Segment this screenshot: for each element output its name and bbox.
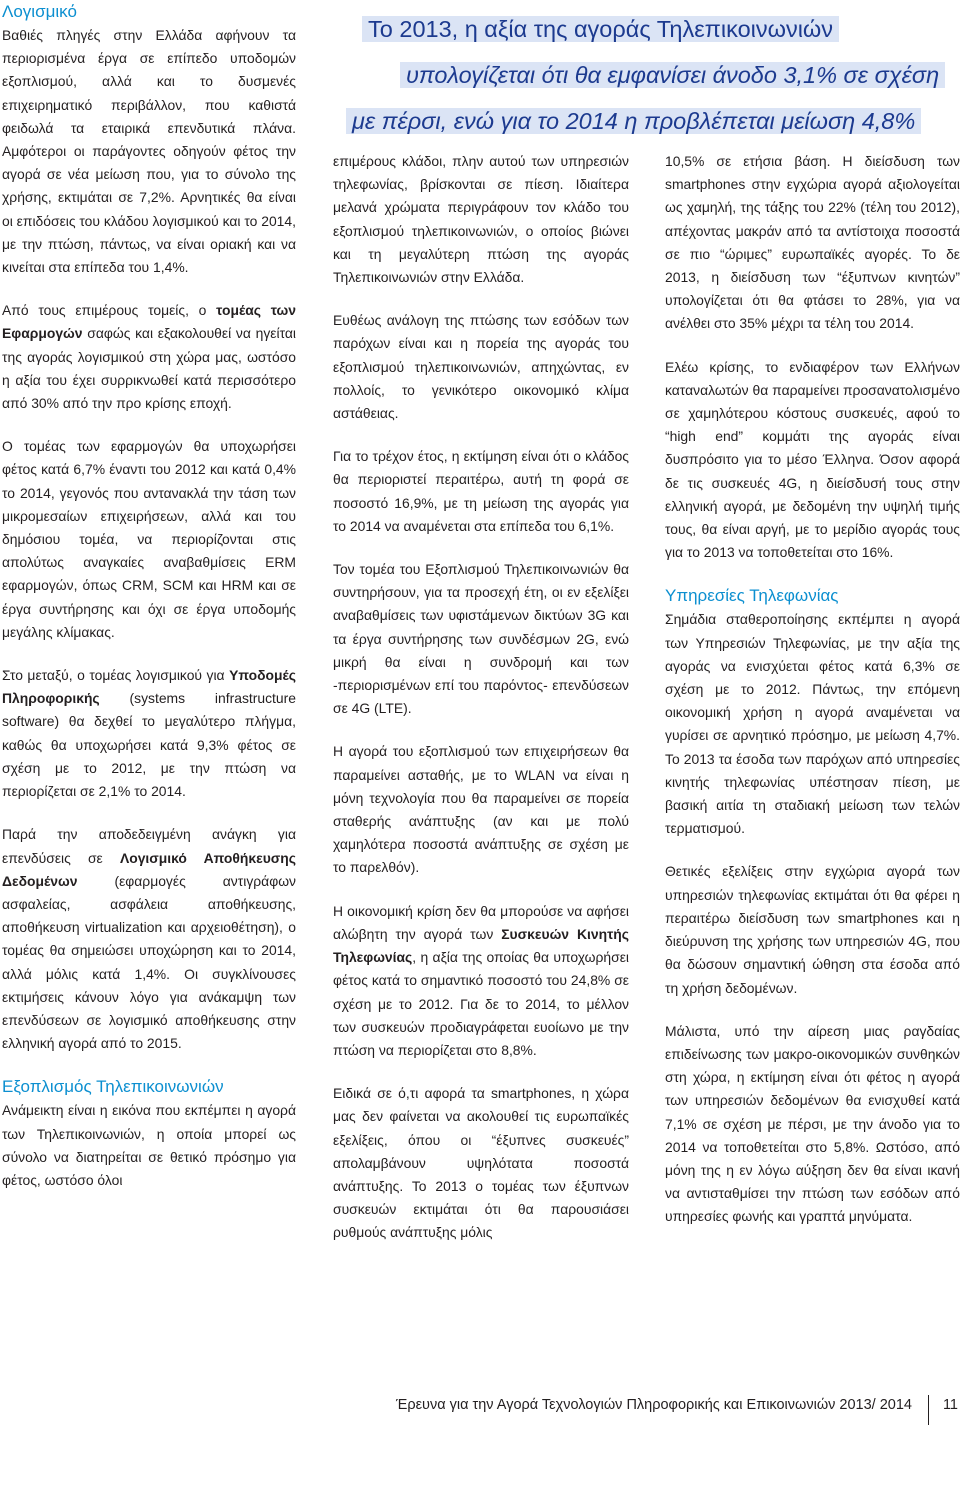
footer-title: Έρευνα για την Αγορά Τεχνολογιών Πληροφορικής και Επικοινωνιών 2013/ 2014 [395, 1397, 912, 1413]
headline-line-1: Το 2013, η αξία της αγοράς Τηλεπικοινωνιών [362, 6, 960, 52]
paragraph: Σημάδια σταθεροποίησης εκπέμπει η αγορά των Υπηρεσιών Τηλεφωνίας, με την αξία της αγοράς να ενισχύεται φέτος κατά 6,3% σε σχέση με το 2012. Πάντως, την επόμενη οικονομική χρήση η αγορά αναμένεται να γυρίσει σε αρνητικό πρόσημο, με μείωση 4,7%. Το 2013 τα έσοδα των παρόχων από υπηρεσίες κινητής τηλεφωνίας υπέστησαν πίεση, με βασική αιτία τη σταδιακή μείωση των τελών τερματισμού. [665, 611, 960, 837]
emphasis: Συσκευών Κινητής Τηλεφωνίας [333, 925, 629, 966]
headline-line-2: υπολογίζεται ότι θα εμφανίσει άνοδο 3,1% σε σχέση [400, 52, 960, 98]
text-column-2 [333, 150, 629, 1265]
paragraph: Ευθέως ανάλογη της πτώσης των εσόδων των παρόχων είναι και η πορεία της αγοράς του εξοπλισμού τηλεπικοινωνιών, απηχώντας, εν πολλοίς, το γενικότερο οικονομικό κλίμα αστάθειας. [333, 312, 629, 422]
paragraph: Βαθιές πληγές στην Ελλάδα αφήνουν τα περιορισμένα έργα σε επίπεδο υποδομών εξοπλισμού, αλλά και το δυσμενές επιχειρηματικό περιβάλλον, που καθιστά φειδωλά τα εταιρικά επενδυτικά πλάνα. Αμφότεροι οι παράγοντες οδηγούν φέτος την αγορά σε νέα μείωση που, για το σύνολο της χρήσης, εκτιμάται σε 7,2%. Αρνητικές θα είναι οι επιδόσεις του κλάδου λογισμικού και το 2014, με την πτώση, πάντως, να είναι οριακή και να κινείται στα επίπεδα του 1,4%. [2, 27, 296, 276]
page-footer [0, 1395, 960, 1435]
paragraph: Παρά την αποδεδειγμένη ανάγκη για επενδύσεις σε Λογισμικό Αποθήκευσης Δεδομένων (εφαρμογές αντιγράφων ασφαλείας, ασφάλεια αποθήκευσης, αποθήκευση virtualization και αρχειοθέτηση), ο τομέας θα σημειώσει υποχώρηση και το 2014, αλλά μόλις κατά 1,4%. Οι συγκλίνουσες εκτιμήσεις κάνουν λόγο για ανάκαμψη των επενδύσεων σε λογισμικό αποθήκευσης στην ελληνική αγορά από το 2015. [2, 826, 296, 1052]
section-heading-software: Λογισμικό [2, 2, 77, 21]
paragraph: 10,5% σε ετήσια βάση. Η διείσδυση των smartphones στην εγχώρια αγορά αξιολογείται ως χαμηλή, της τάξης του 22% (τέλη του 2012), απέχοντας μακράν από τα αντίστοιχα ποσοστά σε πιο “ώριμες” ευρωπαϊκές αγορές. Το δε 2013, η διείσδυση των “έξυπνων κινητών” υπολογίζεται ότι θα φτάσει το 28%, για να ανέλθει στο 35% μέχρι τα τέλη του 2014. [665, 153, 960, 332]
headline-box [340, 6, 960, 144]
paragraph: Από τους επιμέρους τομείς, ο τομέας των Εφαρμογών σαφώς και εξακολουθεί να ηγείται της αγοράς λογισμικού στη χώρα μας, ωστόσο η αξία του έχει συρρικνωθεί κατά περισσότερο από 30% από την προ κρίσης εποχή. [2, 302, 296, 412]
paragraph: επιμέρους κλάδοι, πλην αυτού των υπηρεσιών τηλεφωνίας, βρίσκονται σε πίεση. Ιδιαίτερα μελανά χρώματα περιγράφουν τον κλάδο του εξοπλισμού τηλεπικοινωνιών, ο οποίος βιώνει και τη μεγαλύτερη πτώση της αγοράς Τηλεπικοινωνιών στην Ελλάδα. [333, 153, 629, 286]
text-column-3 [665, 150, 960, 1249]
section-heading-telecom-equipment: Εξοπλισμός Τηλεπικοινωνιών [2, 1077, 224, 1097]
paragraph: Ειδικά σε ό,τι αφορά τα smartphones, η χώρα μας δεν φαίνεται να ακολουθεί τις ευρωπαϊκές εξελίξεις, όπου οι “έξυπνες συσκευές” απολαμβάνουν υψηλότατα ποσοστά ανάπτυξης. Το 2013 ο τομέας των έξυπνων συσκευών εκτιμάται ότι θα παρουσιάσει ρυθμούς ανάπτυξης μόλις [333, 1085, 629, 1241]
paragraph: Τον τομέα του Εξοπλισμού Τηλεπικοινωνιών θα συντηρήσουν, για τα προσεχή έτη, οι εν εξελίξει αναβαθμίσεις των υφιστάμενων δικτύων 3G και τα έργα συντήρησης των συνδέσμων 2G, ενώ μικρή θα είναι η συνδρομή και των -περιορισμένων επί του παρόντος- επενδύσεων σε 4G (LTE). [333, 561, 629, 717]
paragraph: Η οικονομική κρίση δεν θα μπορούσε να αφήσει αλώβητη την αγορά των Συσκευών Κινητής Τηλεφωνίας, η αξία της οποίας θα υποχωρήσει φέτος κατά το σημαντικό ποσοστό του 24,8% σε σχέση με το 2012. Για δε το 2014, το μέλλον των συσκευών προδιαγράφεται ευοίωνο με την πτώση να περιορίζεται στο 8,8%. [333, 902, 629, 1058]
emphasis: Λογισμικό Αποθήκευσης Δεδομένων [2, 849, 296, 889]
page-number: 11 [942, 1397, 958, 1413]
text-column-1 [2, 0, 296, 1212]
paragraph: Ανάμεικτη είναι η εικόνα που εκπέμπει η αγορά των Τηλεπικοινωνιών, η οποία μπορεί ως σύνολο να διατηρείται σε θετικό πρόσημο για φέτος, ωστόσο όλοι [2, 1102, 296, 1188]
paragraph: Στο μεταξύ, ο τομέας λογισμικού για Υποδομές Πληροφορικής (systems infrastructure software) θα δεχθεί το μεγαλύτερο πλήγμα, καθώς θα υποχωρήσει κατά 9,3% φέτος σε σχέση με το 2012, με την πτώση να περιορίζεται σε 2,1% το 2014. [2, 667, 296, 800]
paragraph: Θετικές εξελίξεις στην εγχώρια αγορά των υπηρεσιών τηλεφωνίας εκτιμάται ότι θα φέρει η περαιτέρω διείσδυση των smartphones και η διεύρυνση της χρήσης των υπηρεσιών 4G, που θα δώσουν σημαντική ώθηση στα έσοδα από τη χρήση δεδομένων. [665, 863, 960, 996]
paragraph: Ελέω κρίσης, το ενδιαφέρον των Ελλήνων καταναλωτών θα παραμείνει προσανατολισμένο σε χαμηλότερου κόστους συσκευές, αφού το “high end” κομμάτι της αγοράς είναι δυσπρόσιτο για το μέσο Έλληνα. Όσον αφορά δε τις συσκευές 4G, η διείσδυσή τους στην ελληνική αγορά, με δεδομένη την υψηλή τιμής τους, θα είναι αργή, με το μερίδιο αγοράς τους για το 2013 να τοποθετείται στο 16%. [665, 358, 960, 561]
paragraph: Για το τρέχον έτος, η εκτίμηση είναι ότι ο κλάδος θα περιοριστεί περαιτέρω, αυτή τη φορά σε ποσοστό 16,9%, με τη μείωση της αγοράς για το 2014 να αναμένεται στα επίπεδα του 6,1%. [333, 448, 629, 534]
paragraph: Μάλιστα, υπό την αίρεση μιας ραγδαίας επιδείνωσης των μακρο-οικονομικών συνθηκών στη χώρα, η εκτίμηση είναι ότι φέτος η αγορά των υπηρεσιών δεδομένων θα ενισχυθεί κατά 7,1% σε σχέση με πέρσι, με την άνοδο για το 2014 να τοποθετείται στο 5,8%. Ωστόσο, από μόνη της η εν λόγω αύξηση δεν θα είναι ικανή να αντισταθμίσει την πτώση των εσόδων από υπηρεσίες φωνής και γραπτά μηνύματα. [665, 1022, 960, 1225]
emphasis: Υποδομές Πληροφορικής [2, 667, 296, 707]
emphasis: τομέας των Εφαρμογών [2, 302, 296, 342]
footer-divider [928, 1395, 929, 1425]
paragraph: Η αγορά του εξοπλισμού των επιχειρήσεων θα παραμείνει ασταθής, με το WLAN να είναι η μόνη τεχνολογία που θα παραμείνει σε πορεία σταθερής ανάπτυξης (αν και με πολύ χαμηλότερα ποσοστά ανάπτυξης σε σχέση με το παρελθόν). [333, 743, 629, 876]
headline-line-3: με πέρσι, ενώ για το 2014 η προβλέπεται μείωση 4,8% [346, 98, 960, 144]
paragraph: Ο τομέας των εφαρμογών θα υποχωρήσει φέτος κατά 6,7% έναντι του 2012 και κατά 0,4% το 2014, γεγονός που αντανακλά την τάση των μικρομεσαίων επιχειρήσεων, αλλά και του δημόσιου τομέα, να περιορίζονται στις απολύτως αναγκαίες αναβαθμίσεις ERM εφαρμογών, όπως CRM, SCM και HRM και σε έργα συντήρησης και όχι σε έργα υποδομής μεγάλης κλίμακας. [2, 438, 296, 640]
section-heading-telephony-services: Υπηρεσίες Τηλεφωνίας [665, 586, 839, 606]
